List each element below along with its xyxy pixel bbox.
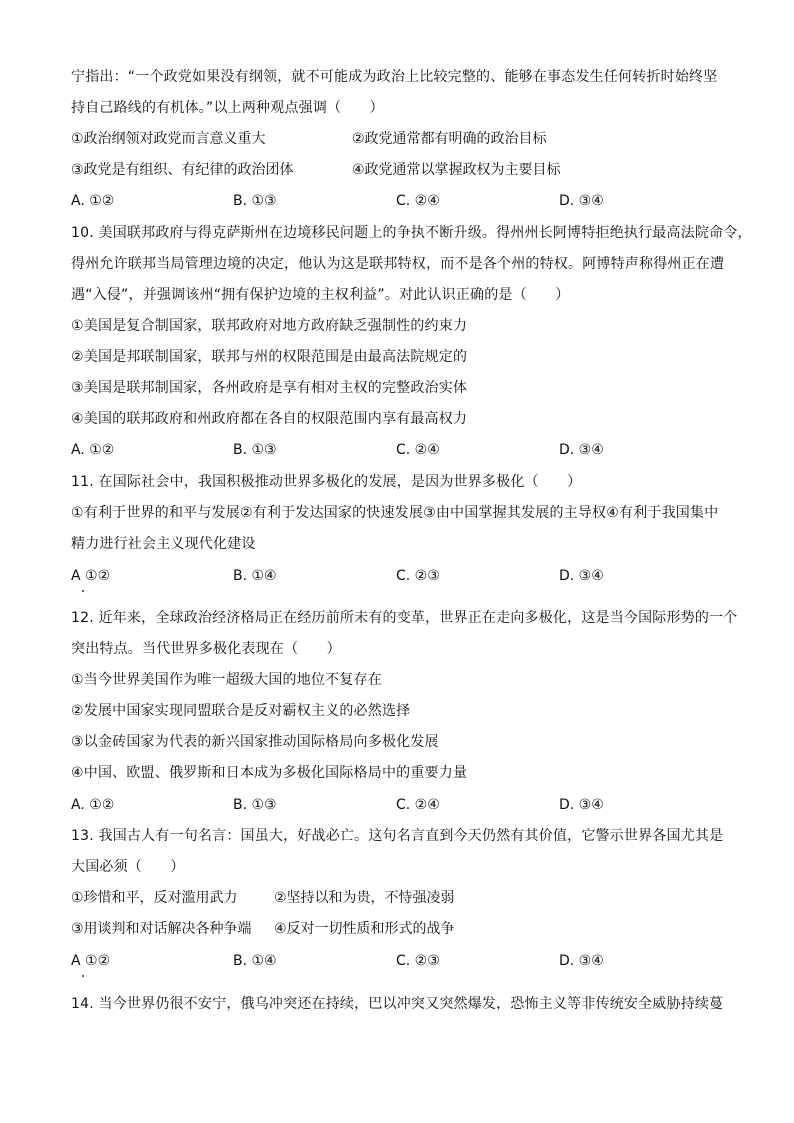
- q9-option-c: C. ②④: [396, 193, 440, 209]
- q10-option-c: C. ②④: [396, 442, 440, 458]
- q13-option-c: C. ②③: [396, 953, 440, 969]
- q11-items-line-1: ①有利于世界的和平与发展②有利于发达国家的快速发展③由中国掌握其发展的主导权④有利于我国集中: [71, 505, 719, 521]
- q10-stem-line-2: 得州允许联邦当局管理边境的决定，他认为这是联邦特权，而不是各个州的特权。阿博特声称得州正在遭: [71, 256, 725, 272]
- q10-item-3: ③美国是联邦制国家，各州政府是享有相对主权的完整政治实体: [71, 380, 468, 396]
- q9-item-3: ③政党是有组织、有纪律的政治团体: [71, 162, 294, 178]
- q9-option-d: D. ③④: [559, 193, 604, 209]
- q9-item-2: ②政党通常都有明确的政治目标: [352, 131, 547, 147]
- q10-item-1: ①美国是复合制国家，联邦政府对地方政府缺乏强制性的约束力: [71, 318, 468, 334]
- q10-option-a: A. ①②: [71, 442, 115, 458]
- q11-option-d: D. ③④: [559, 568, 604, 584]
- q12-option-b: B. ①③: [233, 797, 277, 813]
- q10-stem-line-3: 遇“入侵”，并强调该州“拥有保护边境的主权利益”。对此认识正确的是（ ）: [71, 287, 570, 303]
- q12-option-d: D. ③④: [559, 797, 604, 813]
- q13-item-3: ③用谈判和对话解决各种争端: [71, 921, 252, 937]
- q12-item-4: ④中国、欧盟、俄罗斯和日本成为多极化国际格局中的重要力量: [71, 765, 468, 781]
- q12-item-2: ②发展中国家实现同盟联合是反对霸权主义的必然选择: [71, 703, 411, 719]
- q9-item-4: ④政党通常以掌握政权为主要目标: [352, 162, 561, 178]
- q13-option-a-dot: [82, 975, 84, 977]
- q12-option-c: C. ②④: [396, 797, 440, 813]
- q9-item-1: ①政治纲领对政党而言意义重大: [71, 131, 266, 147]
- q11-option-c: C. ②③: [396, 568, 440, 584]
- q10-option-d: D. ③④: [559, 442, 604, 458]
- q11-option-a: A ①②: [71, 568, 111, 584]
- q9-stem-line-1: 宁指出：“一个政党如果没有纲领，就不可能成为政治上比较完整的、能够在事态发生任何转折时始终坚: [71, 69, 718, 85]
- q13-item-2: ②坚持以和为贵，不恃强凌弱: [274, 890, 455, 906]
- q10-option-b: B. ①③: [233, 442, 277, 458]
- q14-stem-line-1: 14. 当今世界仍很不安宁，俄乌冲突还在持续，巴以冲突又突然爆发，恐怖主义等非传统安全威胁持续蔓: [71, 996, 724, 1012]
- q12-stem-line-1: 12. 近年来，全球政治经济格局正在经历前所未有的变革，世界正在走向多极化，这是当今国际形势的一个: [71, 610, 738, 626]
- q11-items-line-2: 精力进行社会主义现代化建设: [71, 536, 256, 552]
- q12-item-3: ③以金砖国家为代表的新兴国家推动国际格局向多极化发展: [71, 734, 439, 750]
- q11-option-a-dot: [82, 590, 84, 592]
- q12-stem-line-2: 突出特点。当代世界多极化表现在（ ）: [71, 641, 341, 657]
- q10-item-4: ④美国的联邦政府和州政府都在各自的权限范围内享有最高权力: [71, 411, 468, 427]
- q13-item-1: ①珍惜和平，反对滥用武力: [71, 890, 238, 906]
- q13-stem-line-1: 13. 我国古人有一句名言：国虽大，好战必亡。这句名言直到今天仍然有其价值，它警示世界各国尤其是: [71, 828, 724, 844]
- q9-option-b: B. ①③: [233, 193, 277, 209]
- q10-stem-line-1: 10. 美国联邦政府与得克萨斯州在边境移民问题上的争执不断升级。得州州长阿博特拒绝执行最高法院命令，: [71, 225, 752, 241]
- q13-stem-line-2: 大国必须（ ）: [71, 859, 185, 875]
- q11-option-b: B. ①④: [233, 568, 277, 584]
- q12-item-1: ①当今世界美国作为唯一超级大国的地位不复存在: [71, 672, 382, 688]
- q10-item-2: ②美国是邦联制国家，联邦与州的权限范围是由最高法院规定的: [71, 349, 468, 365]
- q13-option-a: A ①②: [71, 953, 111, 969]
- q13-item-4: ④反对一切性质和形式的战争: [274, 921, 455, 937]
- q13-option-d: D. ③④: [559, 953, 604, 969]
- q13-option-b: B. ①④: [233, 953, 277, 969]
- q9-option-a: A. ①②: [71, 193, 115, 209]
- q12-option-a: A. ①②: [71, 797, 115, 813]
- q11-stem-line-1: 11. 在国际社会中，我国积极推动世界多极化的发展，是因为世界多极化（ ）: [71, 474, 582, 490]
- q9-stem-line-2: 持自己路线的有机体。”以上两种观点强调（ ）: [71, 100, 384, 116]
